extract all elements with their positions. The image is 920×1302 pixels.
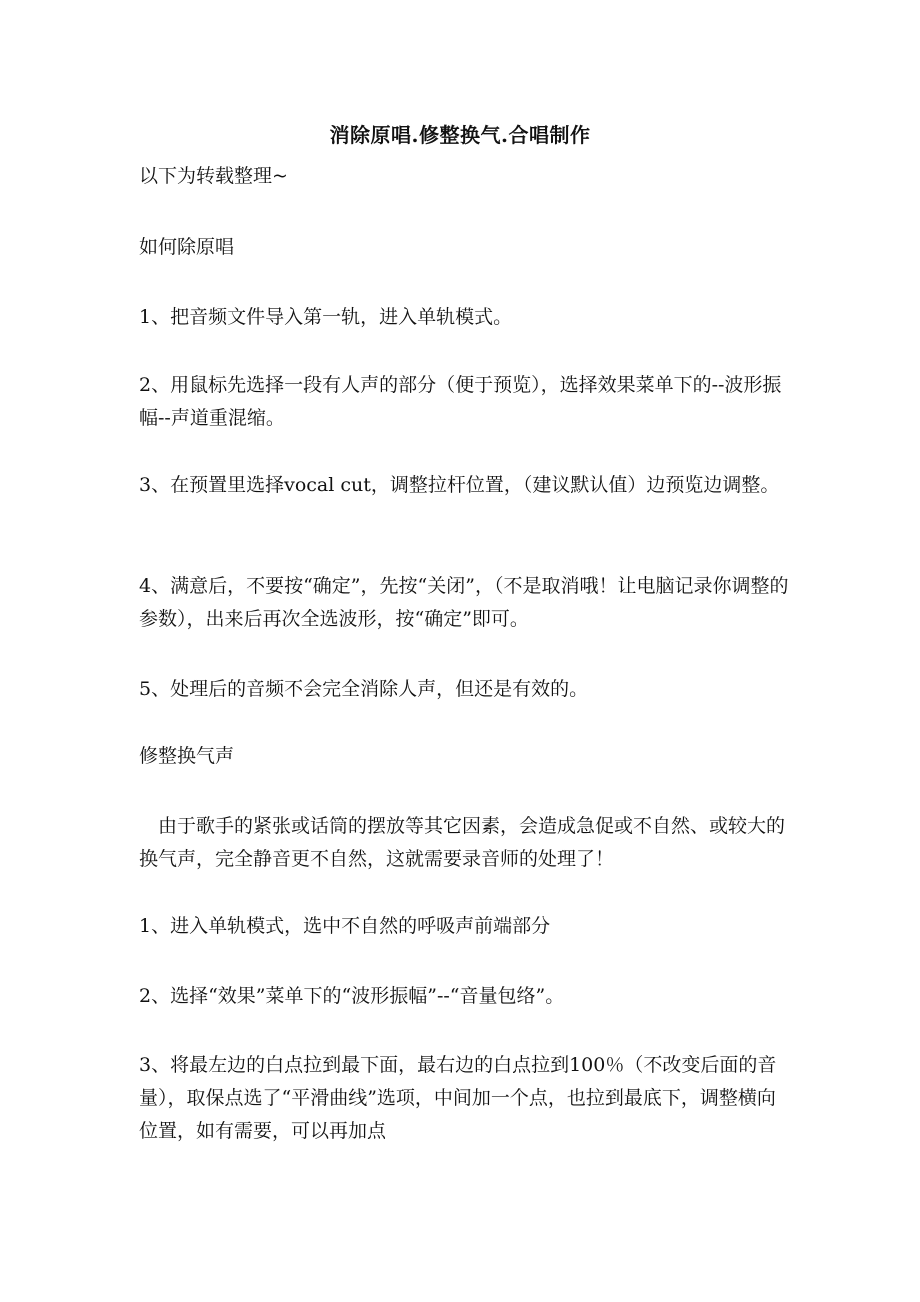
paragraph-step: 4、满意后，不要按“确定”，先按“关闭”，（不是取消哦！让电脑记录你调整的参数），出来后再次全选波形，按“确定”即可。 bbox=[139, 575, 789, 630]
section-heading-remove-vocals: 如何除原唱 bbox=[139, 236, 235, 258]
document-title: 消除原唱.修整换气.合唱制作 bbox=[329, 123, 591, 147]
paragraph-body: 由于歌手的紧张或话筒的摆放等其它因素，会造成急促或不自然、或较大的换气声，完全静音更不自然，这就需要录音师的处理了！ bbox=[139, 815, 786, 870]
paragraph-step: 3、将最左边的白点拉到最下面，最右边的白点拉到100％（不改变后面的音量），取保点选了“平滑曲线”选项，中间加一个点，也拉到最底下，调整横向位置，如有需要，可以再加点 bbox=[139, 1054, 777, 1142]
paragraph-step: 3、在预置里选择vocal cut，调整拉杆位置，（建议默认值）边预览边调整。 bbox=[139, 474, 780, 496]
paragraph-intro: 以下为转载整理~ bbox=[139, 165, 288, 187]
paragraph-step: 1、进入单轨模式，选中不自然的呼吸声前端部分 bbox=[139, 915, 551, 937]
paragraph-step: 2、选择“效果”菜单下的“波形振幅”--“音量包络”。 bbox=[139, 985, 565, 1007]
paragraph-step: 1、把音频文件导入第一轨，进入单轨模式。 bbox=[139, 306, 513, 328]
paragraph-step: 5、处理后的音频不会完全消除人声，但还是有效的。 bbox=[139, 678, 589, 700]
paragraph-step: 2、用鼠标先选择一段有人声的部分（便于预览），选择效果菜单下的--波形振幅--声道重混缩。 bbox=[139, 374, 782, 429]
section-heading-breath-fix: 修整换气声 bbox=[139, 745, 235, 767]
